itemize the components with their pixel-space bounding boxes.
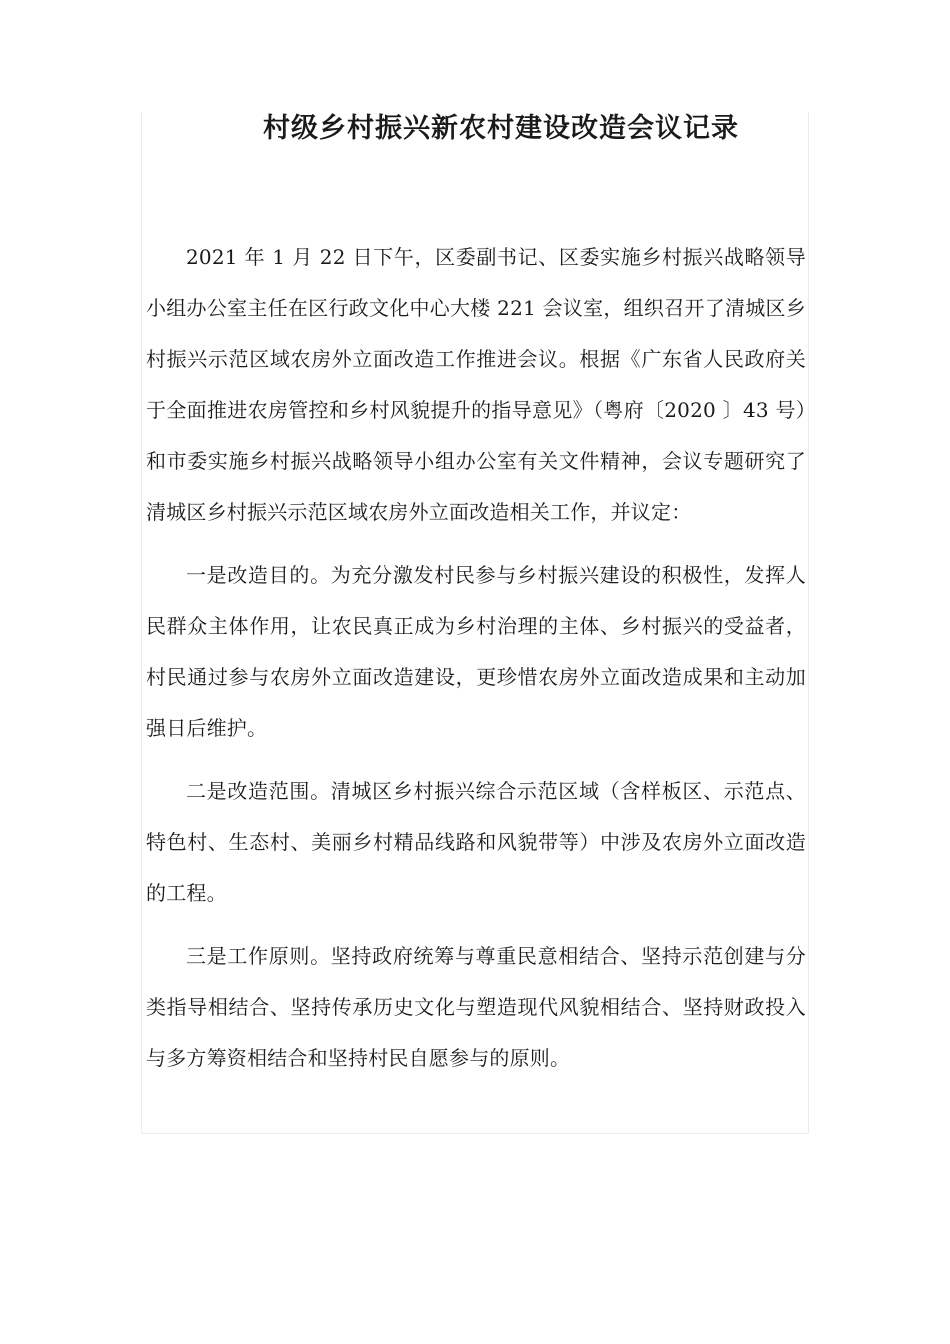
document-body (146, 232, 806, 1084)
document-title: 村级乡村振兴新农村建设改造会议记录 (263, 113, 739, 144)
paragraph-renovation-purpose: 一是改造目的。为充分激发村民参与乡村振兴建设的积极性，发挥人民群众主体作用，让农民真正成为乡村治理的主体、乡村振兴的受益者，村民通过参与农房外立面改造建设，更珍惜农房外立面改造成果和主动加强日后维护。 (146, 563, 806, 740)
paragraph-work-principles: 三是工作原则。坚持政府统筹与尊重民意相结合、坚持示范创建与分类指导相结合、坚持传承历史文化与塑造现代风貌相结合、坚持财政投入与多方筹资相结合和坚持村民自愿参与的原则。 (146, 944, 806, 1070)
paragraph-renovation-scope: 二是改造范围。清城区乡村振兴综合示范区域（含样板区、示范点、特色村、生态村、美丽乡村精品线路和风貌带等）中涉及农房外立面改造的工程。 (146, 779, 806, 905)
paragraph-meeting-summary: 2021 年 1 月 22 日下午，区委副书记、区委实施乡村振兴战略领导小组办公室主任在区行政文化中心大楼 221 会议室，组织召开了清城区乡村振兴示范区域农房外立面改造工作推进会议。根据《广东省人民政府关于全面推进农房管控和乡村风貌提升的指导意见》（粤府〔2020 〕43 号）和市委实施乡村振兴战略领导小组办公室有关文件精神，会议专题研究了清城区乡村振兴示范区域农房外立面改造相关工作，并议定： (146, 245, 806, 524)
